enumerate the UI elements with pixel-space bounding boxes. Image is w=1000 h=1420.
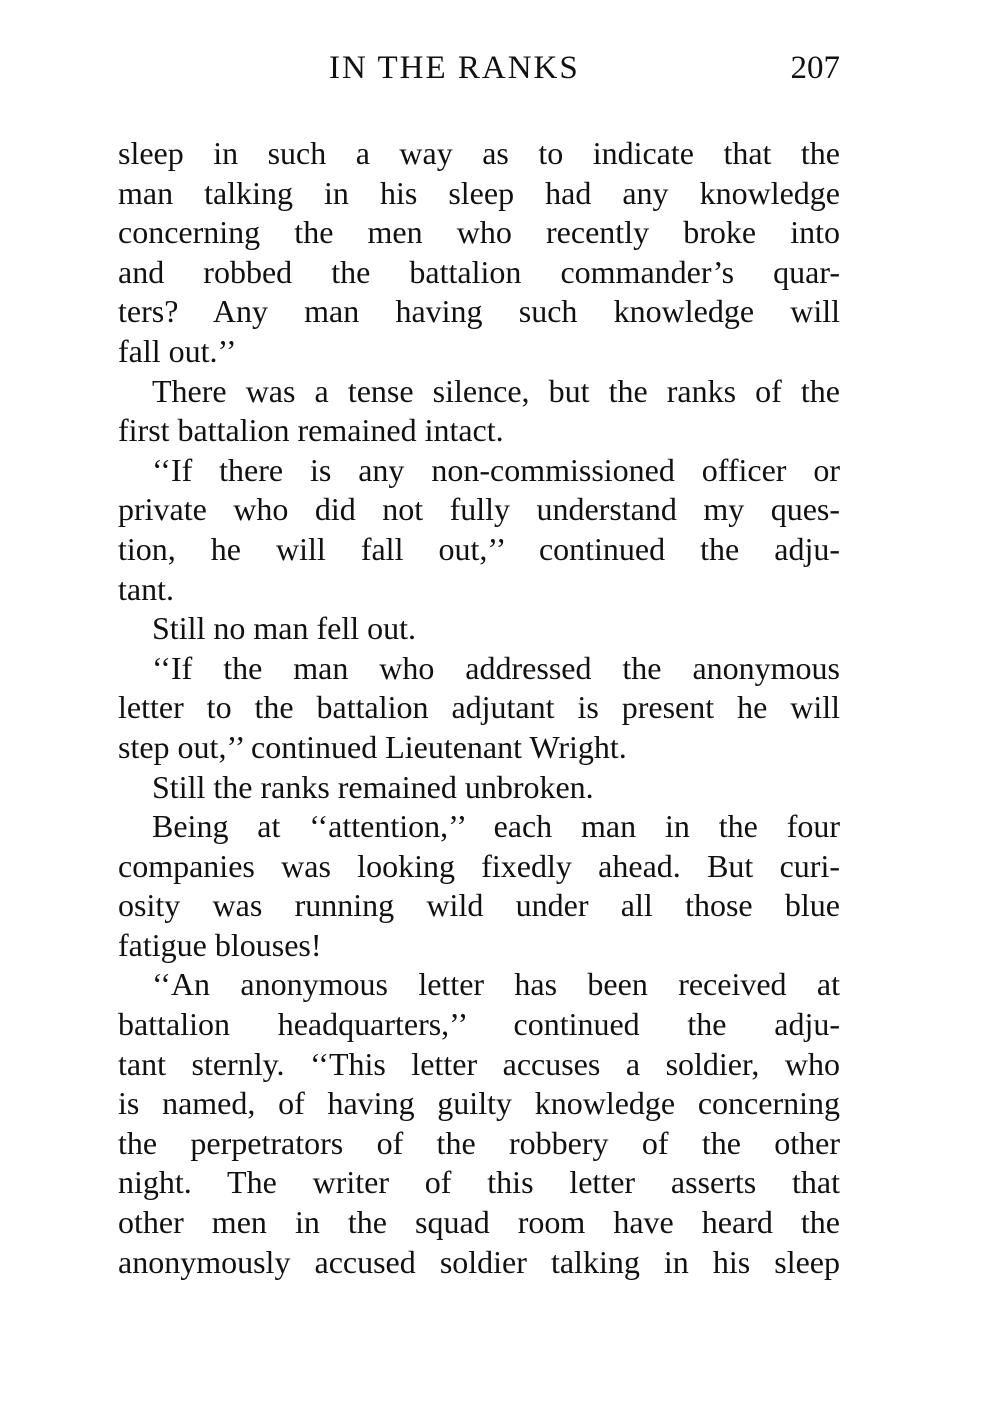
text-line: private who did not fully understand my ques- xyxy=(118,491,840,528)
text-line: and robbed the battalion commander’s quar- xyxy=(118,253,840,290)
text-line: first battalion remained intact. xyxy=(118,412,504,449)
text-line: Still the ranks remained unbroken. xyxy=(152,768,594,805)
text-line: osity was running wild under all those blue xyxy=(118,887,840,924)
text-line: anonymously accused soldier talking in his sleep xyxy=(118,1243,840,1280)
text-line: sleep in such a way as to indicate that the xyxy=(118,135,840,171)
running-head: IN THE RANKS xyxy=(329,50,580,86)
text-line: night. The writer of this letter asserts that xyxy=(118,1164,840,1201)
text-line: ‘‘An anonymous letter has been received at xyxy=(152,966,840,1003)
text-line: Being at ‘‘attention,’’ each man in the four xyxy=(152,808,840,845)
text-line: tant sternly. ‘‘This letter accuses a soldier, who xyxy=(118,1045,840,1082)
text-line: companies was looking fixedly ahead. But curi- xyxy=(118,847,840,884)
page-number: 207 xyxy=(790,50,840,86)
text-line: man talking in his sleep had any knowledge xyxy=(118,174,840,211)
text-line: tion, he will fall out,’’ continued the adju- xyxy=(118,530,840,567)
text-line: Still no man fell out. xyxy=(152,610,416,647)
text-line: fall out.’’ xyxy=(118,332,237,369)
text-line: step out,’’ continued Lieutenant Wright. xyxy=(118,728,627,765)
text-line: ‘‘If the man who addressed the anonymous xyxy=(152,649,840,686)
text-line: battalion headquarters,’’ continued the adju- xyxy=(118,1006,840,1043)
text-line: the perpetrators of the robbery of the other xyxy=(118,1124,840,1161)
text-line: There was a tense silence, but the ranks of the xyxy=(152,372,840,409)
text-line: tant. xyxy=(118,570,174,607)
text-line: ters? Any man having such knowledge will xyxy=(118,293,840,330)
text-line: is named, of having guilty knowledge concerning xyxy=(118,1085,840,1122)
page-header xyxy=(118,50,840,94)
text-line: concerning the men who recently broke into xyxy=(118,214,840,251)
text-line: letter to the battalion adjutant is present he will xyxy=(118,689,840,726)
text-line: other men in the squad room have heard the xyxy=(118,1204,840,1241)
text-line: fatigue blouses! xyxy=(118,926,322,963)
text-line: ‘‘If there is any non-commissioned officer or xyxy=(152,451,840,488)
body-text xyxy=(118,134,840,1282)
